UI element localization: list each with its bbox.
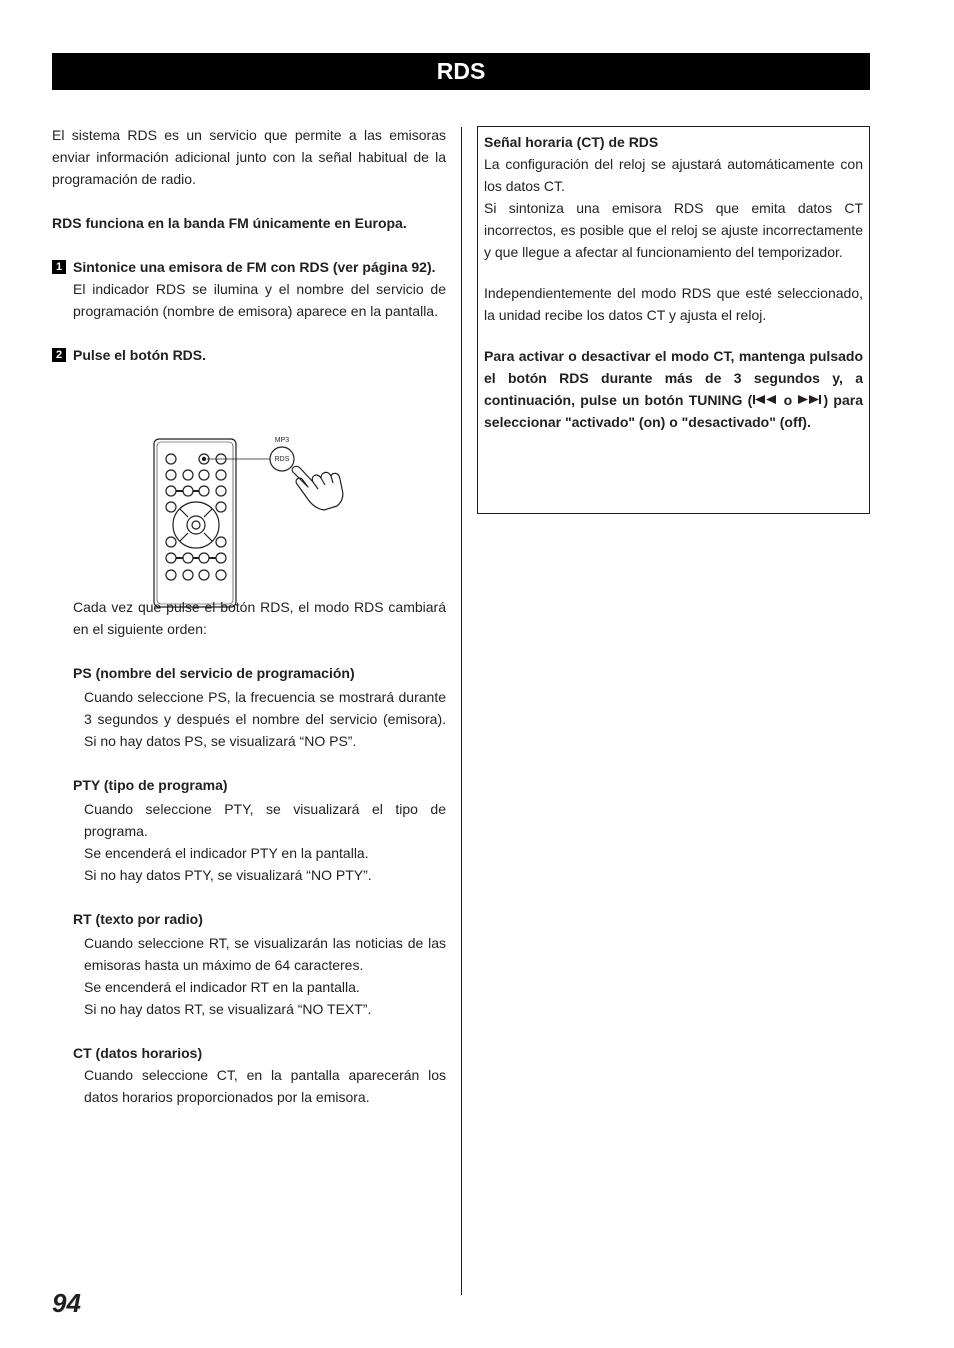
- rds-button-on-remote: [202, 457, 205, 460]
- box-title: Señal horaria (CT) de RDS: [484, 134, 659, 150]
- box-instruction: [484, 345, 863, 433]
- column-divider: [461, 127, 462, 1295]
- cycle-text: Cada vez que pulse el botón RDS, el modo RDS cambiará en el siguiente orden:: [73, 599, 446, 637]
- skip-previous-icon: [752, 394, 778, 405]
- mode-text-ps: Cuando seleccione PS, la frecuencia se mostrará durante 3 segundos y después el nombre del servicio (emisora). Si no hay datos PS, se visualizará “NO PS”.: [84, 689, 446, 749]
- step-number-1: 1: [52, 260, 66, 274]
- intro-paragraph: El sistema RDS es un servicio que permite a las emisoras enviar información adicional junto con la señal habitual de la programación de radio.: [52, 127, 446, 187]
- ct-info-box: [477, 126, 870, 514]
- page-number: 94: [52, 1288, 81, 1318]
- rds-label: RDS: [274, 456, 290, 463]
- skip-next-icon: [797, 394, 823, 405]
- box-paragraph-3: Independientemente del modo RDS que esté seleccionado, la unidad recibe los datos CT y ajusta el reloj.: [484, 285, 863, 323]
- box-instruction-or: o: [778, 392, 798, 408]
- box-paragraph-2: Si sintoniza una emisora RDS que emita datos CT incorrectos, es posible que el reloj se ajuste incorrectamente y que llegue a afectar al funcionamiento del temporizador.: [484, 200, 863, 260]
- mode-title-rt: RT (texto por radio): [73, 911, 203, 927]
- left-column: [52, 124, 446, 1108]
- remote-control-illustration: [150, 432, 350, 612]
- step-1-body: El indicador RDS se ilumina y el nombre del servicio de programación (nombre de emisora) aparece en la pantalla.: [73, 281, 446, 319]
- mode-text-rt-3: Si no hay datos RT, se visualizará “NO TEXT”.: [84, 1001, 372, 1017]
- mode-text-rt-1: Cuando seleccione RT, se visualizarán las noticias de las emisoras hasta un máximo de 64 caracteres.: [84, 935, 446, 973]
- fm-note: RDS funciona en la banda FM únicamente en Europa.: [52, 215, 407, 231]
- step-2: [52, 344, 446, 366]
- box-instruction-part-2: ) para seleccionar "activado" (on) o "desactivado" (off).: [484, 392, 863, 430]
- box-instruction-part-1: Para activar o desactivar el modo CT, mantenga pulsado el botón RDS durante más de 3 segundos y, a continuación, pulse un botón TUNING (: [484, 348, 863, 408]
- step-1-title: Sintonice una emisora de FM con RDS (ver página 92).: [73, 259, 436, 275]
- remote-body: [154, 439, 236, 607]
- page-title: RDS: [52, 53, 870, 90]
- mode-title-pty: PTY (tipo de programa): [73, 777, 228, 793]
- mode-text-pty-1: Cuando seleccione PTY, se visualizará el tipo de programa.: [84, 801, 446, 839]
- mp3-label: MP3: [274, 437, 290, 444]
- mode-text-pty-3: Si no hay datos PTY, se visualizará “NO PTY”.: [84, 867, 372, 883]
- step-1: [52, 256, 446, 322]
- step-number-2: 2: [52, 348, 66, 362]
- mode-text-ct: Cuando seleccione CT, en la pantalla aparecerán los datos horarios proporcionados por la emisora.: [84, 1067, 446, 1105]
- mode-text-rt-2: Se encenderá el indicador RT en la pantalla.: [84, 979, 360, 995]
- mode-title-ps: PS (nombre del servicio de programación): [73, 665, 355, 681]
- mode-text-pty-2: Se encenderá el indicador PTY en la pantalla.: [84, 845, 369, 861]
- step-2-title: Pulse el botón RDS.: [73, 347, 207, 363]
- pressing-hand-icon: [292, 466, 343, 510]
- box-paragraph-1: La configuración del reloj se ajustará automáticamente con los datos CT.: [484, 156, 863, 194]
- mode-title-ct: CT (datos horarios): [73, 1045, 203, 1061]
